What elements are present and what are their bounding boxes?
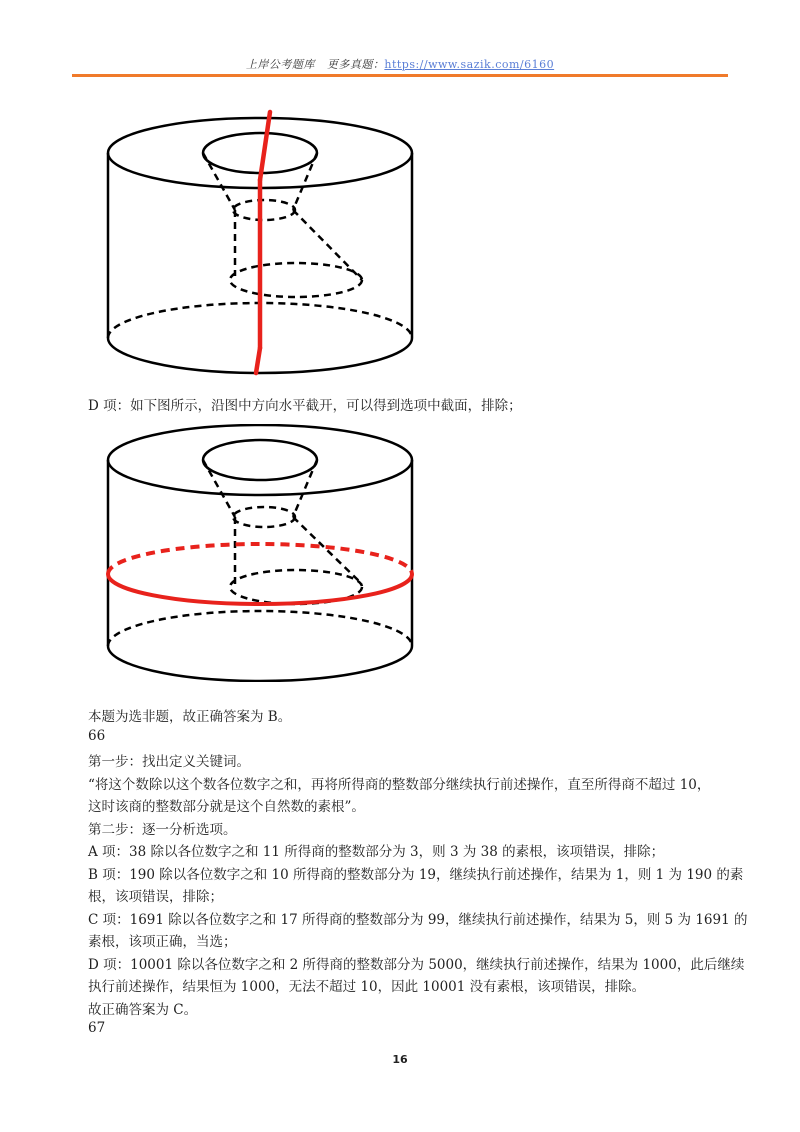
paragraph: 素根，该项正确，当选； (88, 934, 237, 950)
paragraph: 第二步：逐一分析选项。 (88, 822, 237, 838)
page-header (0, 56, 800, 72)
more-label: 更多真题： (326, 58, 385, 71)
paragraph: B 项：190 除以各位数字之和 10 所得商的整数部分为 19，继续执行前述操作，结果为 1，则 1 为 190 的素 (88, 867, 744, 883)
paragraph: 执行前述操作，结果恒为 1000，无法不超过 10，因此 10001 没有素根，该项错误，排除。 (88, 979, 646, 995)
paragraph: D 项：如下图所示，沿图中方向水平截开，可以得到选项中截面，排除； (88, 398, 522, 414)
paragraph: “将这个数除以这个数各位数字之和，再将所得商的整数部分继续执行前述操作，直至所得商不超过 10， (88, 777, 711, 793)
figure-vertical-cut (100, 108, 430, 380)
paragraph: 这时该商的整数部分就是这个自然数的素根”。 (88, 799, 365, 815)
paragraph: 第一步：找出定义关键词。 (88, 754, 250, 770)
paragraph: A 项：38 除以各位数字之和 11 所得商的整数部分为 3，则 3 为 38 的素根，该项错误，排除； (88, 844, 665, 860)
figure-horizontal-cut (100, 424, 430, 682)
paragraph: C 项：1691 除以各位数字之和 17 所得商的整数部分为 99，继续执行前述操作，结果为 5，则 5 为 1691 的 (88, 912, 748, 928)
paragraph: 本题为选非题，故正确答案为 B。 (88, 709, 292, 725)
paragraph: 根，该项错误，排除； (88, 889, 223, 905)
header-link[interactable]: https://www.sazik.com/6160 (384, 58, 555, 71)
page-number: 16 (392, 1053, 408, 1066)
paragraph: 67 (88, 1020, 106, 1036)
site-name: 上岸公考题库 (245, 58, 315, 71)
paragraph: D 项：10001 除以各位数字之和 2 所得商的整数部分为 5000，继续执行前述操作，结果为 1000，此后继续 (88, 957, 745, 973)
paragraph: 故正确答案为 C。 (88, 1002, 198, 1018)
paragraph: 66 (88, 728, 106, 744)
header-rule (72, 74, 728, 77)
